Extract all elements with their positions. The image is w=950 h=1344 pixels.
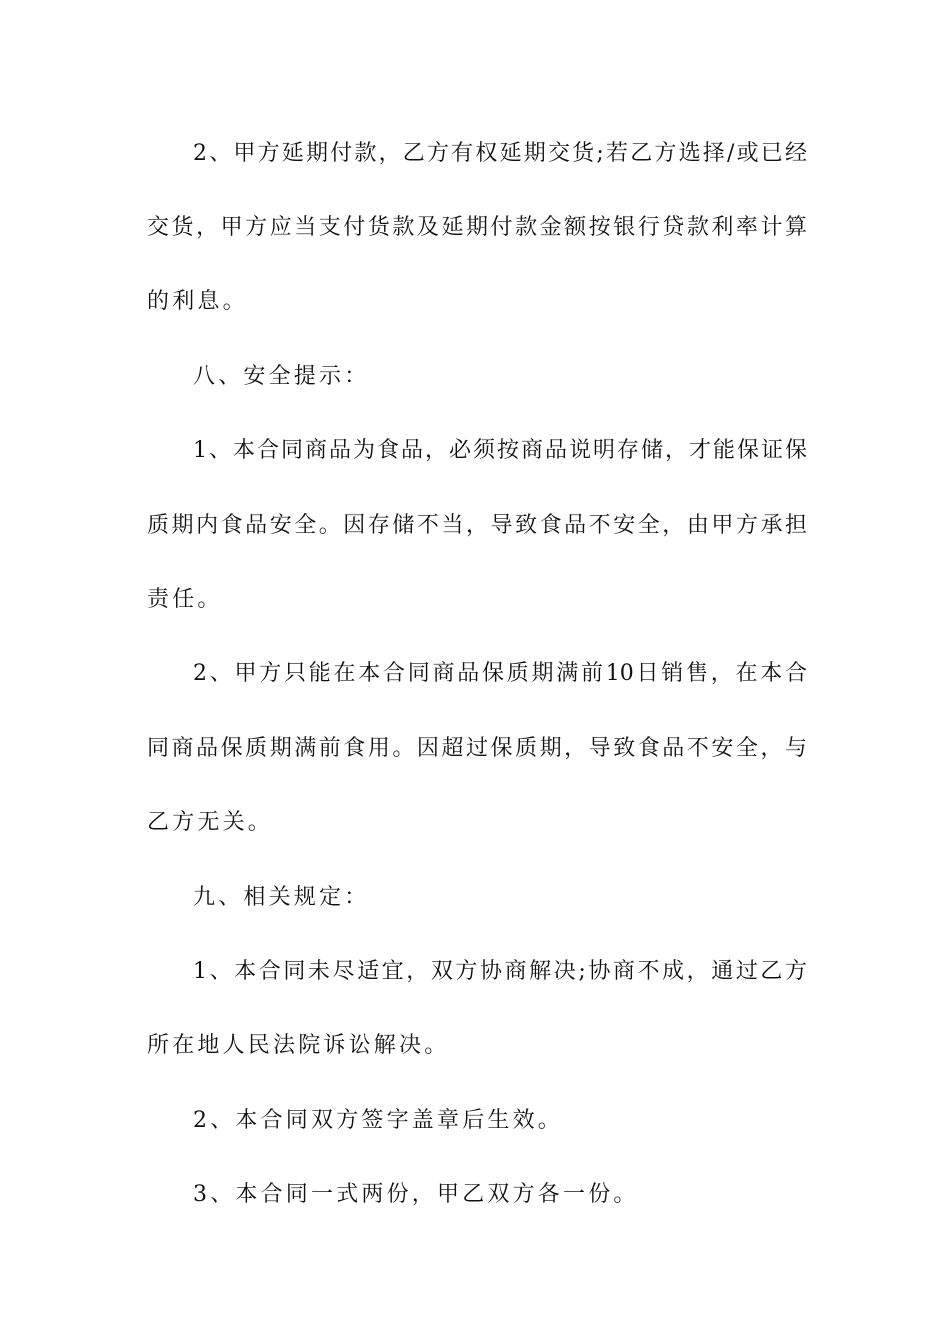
paragraph-7-2-line-2: 交货，甲方应当支付货款及延期付款金额按银行贷款利率计算 [147, 215, 807, 240]
paragraph-8-1-line-1: 1、本合同商品为食品，必须按商品说明存储，才能保证保 [193, 438, 807, 463]
paragraph-7-2-line-3: 的利息。 [147, 289, 248, 314]
paragraph-8-1-line-3: 责任。 [147, 587, 223, 612]
paragraph-9-1-line-1: 1、本合同未尽适宜，双方协商解决;协商不成，通过乙方 [193, 959, 807, 984]
paragraph-7-2-line-1: 2、甲方延期付款，乙方有权延期交货;若乙方选择/或已经 [193, 141, 807, 166]
paragraph-9-2: 2、本合同双方签字盖章后生效。 [193, 1108, 563, 1133]
paragraph-9-3: 3、本合同一式两份，甲乙双方各一份。 [193, 1182, 639, 1207]
section-heading-8: 八、安全提示： [193, 364, 370, 389]
paragraph-8-1-line-2: 质期内食品安全。因存储不当，导致食品不安全，由甲方承担 [147, 513, 807, 538]
paragraph-8-2-line-3: 乙方无关。 [147, 810, 274, 835]
paragraph-8-2-line-1: 2、甲方只能在本合同商品保质期满前10日销售，在本合 [193, 661, 807, 686]
paragraph-9-1-line-2: 所在地人民法院诉讼解决。 [147, 1033, 450, 1058]
section-heading-9: 九、相关规定： [193, 885, 370, 910]
paragraph-8-2-line-2: 同商品保质期满前食用。因超过保质期，导致食品不安全，与 [147, 736, 807, 761]
